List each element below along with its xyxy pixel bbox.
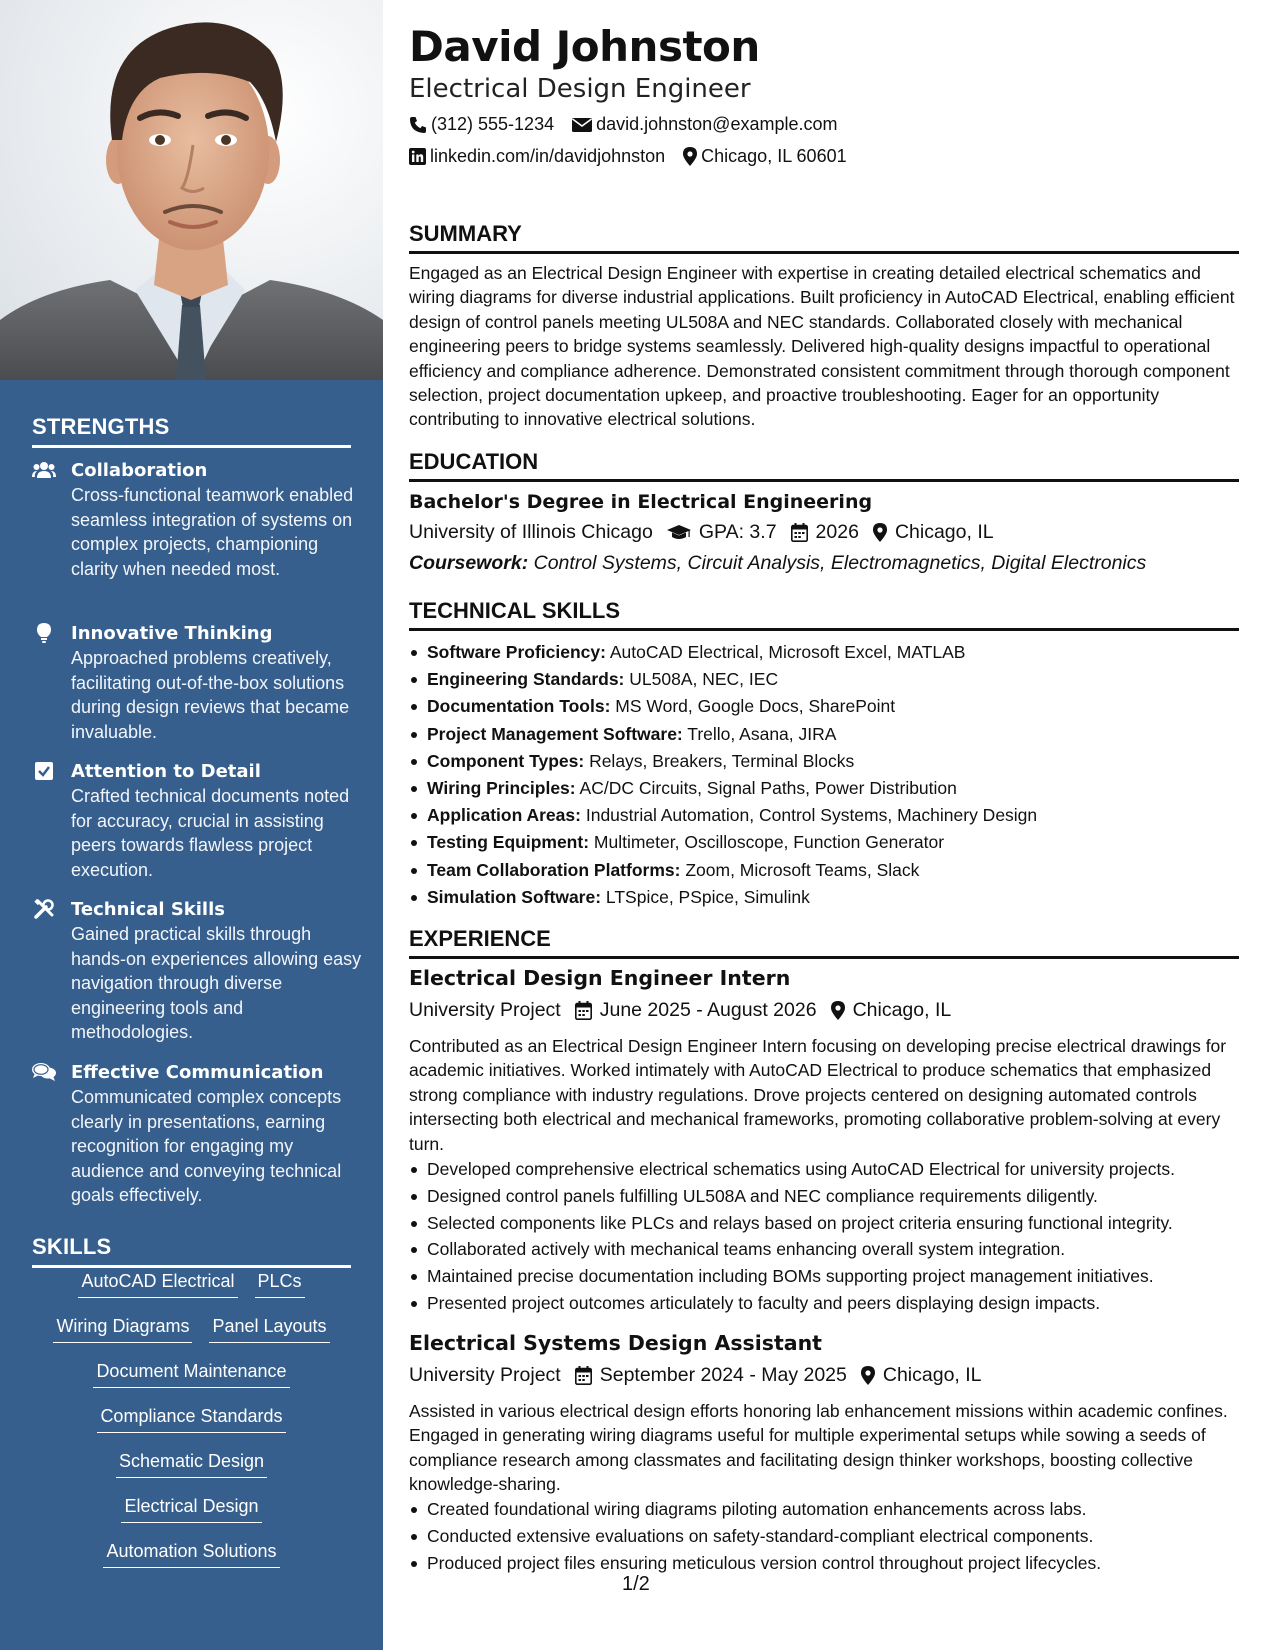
- skill-tag: Compliance Standards: [97, 1403, 285, 1433]
- coursework: [409, 552, 1146, 575]
- contact-line-2: [409, 146, 847, 167]
- list-item: Wiring Principles: AC/DC Circuits, Signal Paths, Power Distribution: [409, 776, 1239, 803]
- job-organization: University Project: [409, 1364, 561, 1386]
- email-link[interactable]: david.johnston@example.com: [596, 114, 838, 134]
- education-meta: [409, 521, 994, 544]
- job-bullets: [409, 1157, 1239, 1318]
- degree-title: Bachelor's Degree in Electrical Engineering: [409, 491, 873, 513]
- technical-skills-heading: TECHNICAL SKILLS: [409, 598, 1239, 631]
- gpa-text: GPA: 3.7: [698, 521, 777, 543]
- strength-item: [32, 897, 362, 1045]
- skill-tag: Schematic Design: [116, 1448, 267, 1478]
- page-number: 1/2: [622, 1573, 650, 1595]
- phone-number[interactable]: (312) 555-1234: [431, 114, 555, 134]
- education-heading: EDUCATION: [409, 449, 1239, 482]
- job-title: Electrical Design Engineer Intern: [409, 966, 791, 990]
- job-organization: University Project: [409, 999, 561, 1021]
- linkedin-icon: [409, 148, 426, 165]
- checkbox-icon: [32, 761, 56, 781]
- contact-line-1: [409, 114, 838, 135]
- skills-list: [32, 1268, 351, 1583]
- map-pin-icon: [683, 147, 697, 166]
- list-item: Created foundational wiring diagrams piloting automation enhancements across labs.: [409, 1497, 1239, 1524]
- list-item: Application Areas: Industrial Automation, Control Systems, Machinery Design: [409, 803, 1239, 830]
- envelope-icon: [572, 117, 592, 133]
- strength-description: Crafted technical documents noted for accuracy, crucial in assisting peers towards flawless project execution.: [71, 786, 350, 880]
- strengths-heading: STRENGTHS: [32, 414, 351, 448]
- list-item: Engineering Standards: UL508A, NEC, IEC: [409, 667, 1239, 694]
- calendar-icon: [575, 1366, 592, 1385]
- skill-tag: Wiring Diagrams: [53, 1313, 192, 1343]
- map-pin-icon: [831, 1001, 845, 1020]
- sidebar: [0, 0, 383, 1650]
- strength-item: [32, 1060, 362, 1208]
- users-icon: [32, 460, 56, 480]
- strength-item: [32, 759, 362, 882]
- candidate-title: Electrical Design Engineer: [409, 74, 751, 104]
- graduation-cap-icon: [667, 525, 691, 541]
- strength-title: Attention to Detail: [71, 761, 261, 782]
- list-item: Project Management Software: Trello, Asana, JIRA: [409, 722, 1239, 749]
- job-title: Electrical Systems Design Assistant: [409, 1331, 822, 1355]
- job-dates: June 2025 - August 2026: [599, 999, 817, 1021]
- comments-icon: [32, 1062, 56, 1082]
- list-item: Maintained precise documentation including BOMs supporting project management initiatives.: [409, 1264, 1239, 1291]
- job-dates: September 2024 - May 2025: [599, 1364, 847, 1386]
- list-item: Documentation Tools: MS Word, Google Docs, SharePoint: [409, 694, 1239, 721]
- skill-tag: Electrical Design: [121, 1493, 261, 1523]
- profile-photo: [0, 0, 383, 380]
- list-item: Software Proficiency: AutoCAD Electrical, Microsoft Excel, MATLAB: [409, 640, 1239, 667]
- lightbulb-icon: [32, 623, 56, 643]
- job-meta: [409, 999, 951, 1022]
- map-pin-icon: [873, 523, 887, 542]
- strength-title: Technical Skills: [71, 899, 225, 920]
- list-item: Presented project outcomes articulately to faculty and peers displaying design impacts.: [409, 1291, 1239, 1318]
- strength-description: Cross-functional teamwork enabled seamless integration of systems on complex projects, championing clarity when needed most.: [71, 485, 354, 579]
- calendar-icon: [575, 1001, 592, 1020]
- job-description: Contributed as an Electrical Design Engineer Intern focusing on developing precise electrical drawings for academic initiatives. Worked intimately with AutoCAD Electrical to produce schematics that emphasized strong compliance with industry regulations. Drove projects centered on designing automated controls intersecting both electrical and mechanical frameworks, promoting collaborative problem-solving at every turn.: [409, 1036, 1227, 1154]
- strength-description: Approached problems creatively, facilitating out-of-the-box solutions during design reviews that became invaluable.: [71, 648, 350, 742]
- list-item: Designed control panels fulfilling UL508A and NEC compliance requirements diligently.: [409, 1184, 1239, 1211]
- summary-text: Engaged as an Electrical Design Engineer with expertise in creating detailed electrical schematics and wiring diagrams for diverse industrial applications. Built proficiency in AutoCAD Electrical, enabling efficient design of control panels meeting UL508A and NEC standards. Collaborated closely with mechanical engineering peers to bridge systems seamlessly. Delivered high-quality designs impactful to operational efficiency and compliance adherence. Demonstrated consistent commitment through thorough component selection, project documentation upkeep, and proactive troubleshooting. Eager for an opportunity contributing to innovative electrical solutions.: [409, 263, 1235, 430]
- coursework-label: Coursework:: [409, 552, 529, 574]
- map-pin-icon: [861, 1366, 875, 1385]
- strength-item: [32, 621, 362, 744]
- job-meta: [409, 1364, 982, 1387]
- graduation-year: 2026: [815, 521, 859, 543]
- candidate-name: David Johnston: [409, 22, 760, 71]
- strength-title: Collaboration: [71, 460, 208, 481]
- skills-heading: SKILLS: [32, 1234, 351, 1268]
- strength-title: Innovative Thinking: [71, 623, 273, 644]
- summary-heading: SUMMARY: [409, 221, 1239, 254]
- job-location: Chicago, IL: [852, 999, 952, 1021]
- education-location: Chicago, IL: [894, 521, 994, 543]
- tools-icon: [32, 899, 56, 919]
- list-item: Conducted extensive evaluations on safety-standard-compliant electrical components.: [409, 1524, 1239, 1551]
- list-item: Developed comprehensive electrical schematics using AutoCAD Electrical for university projects.: [409, 1157, 1239, 1184]
- school-name: University of Illinois Chicago: [409, 521, 653, 543]
- strength-title: Effective Communication: [71, 1062, 324, 1083]
- list-item: Team Collaboration Platforms: Zoom, Microsoft Teams, Slack: [409, 858, 1239, 885]
- job-location: Chicago, IL: [882, 1364, 982, 1386]
- job-bullets: [409, 1497, 1239, 1577]
- skill-tag: PLCs: [255, 1268, 305, 1298]
- skill-tag: Panel Layouts: [209, 1313, 329, 1343]
- calendar-icon: [791, 523, 808, 542]
- list-item: Selected components like PLCs and relays based on project criteria ensuring functional integrity.: [409, 1211, 1239, 1238]
- skill-tag: Automation Solutions: [103, 1538, 279, 1568]
- list-item: Collaborated actively with mechanical teams enhancing overall system integration.: [409, 1237, 1239, 1264]
- job-description: Assisted in various electrical design efforts honoring lab enhancement missions within academic confines. Engaged in generating wiring diagrams useful for multiple experimental setups while sowing a seeds of compliance research among classmates and facilitating design thinker workshops, boosting collective knowledge-sharing.: [409, 1401, 1228, 1495]
- strength-item: [32, 458, 362, 581]
- list-item: Component Types: Relays, Breakers, Terminal Blocks: [409, 749, 1239, 776]
- skill-tag: Document Maintenance: [93, 1358, 289, 1388]
- phone-icon: [409, 116, 427, 134]
- experience-heading: EXPERIENCE: [409, 926, 1239, 959]
- list-item: Simulation Software: LTSpice, PSpice, Simulink: [409, 885, 1239, 912]
- linkedin-link[interactable]: linkedin.com/in/davidjohnston: [430, 146, 666, 166]
- strength-description: Communicated complex concepts clearly in presentations, earning recognition for engaging my audience and conveying technical goals effectively.: [71, 1087, 342, 1205]
- list-item: Testing Equipment: Multimeter, Oscilloscope, Function Generator: [409, 830, 1239, 857]
- strength-description: Gained practical skills through hands-on experiences allowing easy navigation through diverse engineering tools and methodologies.: [71, 924, 362, 1042]
- location-text: Chicago, IL 60601: [701, 146, 847, 166]
- technical-skills-list: [409, 640, 1239, 912]
- list-item: Produced project files ensuring meticulous version control throughout project lifecycles.: [409, 1551, 1239, 1578]
- skill-tag: AutoCAD Electrical: [78, 1268, 237, 1298]
- coursework-list: Control Systems, Circuit Analysis, Electromagnetics, Digital Electronics: [533, 552, 1147, 574]
